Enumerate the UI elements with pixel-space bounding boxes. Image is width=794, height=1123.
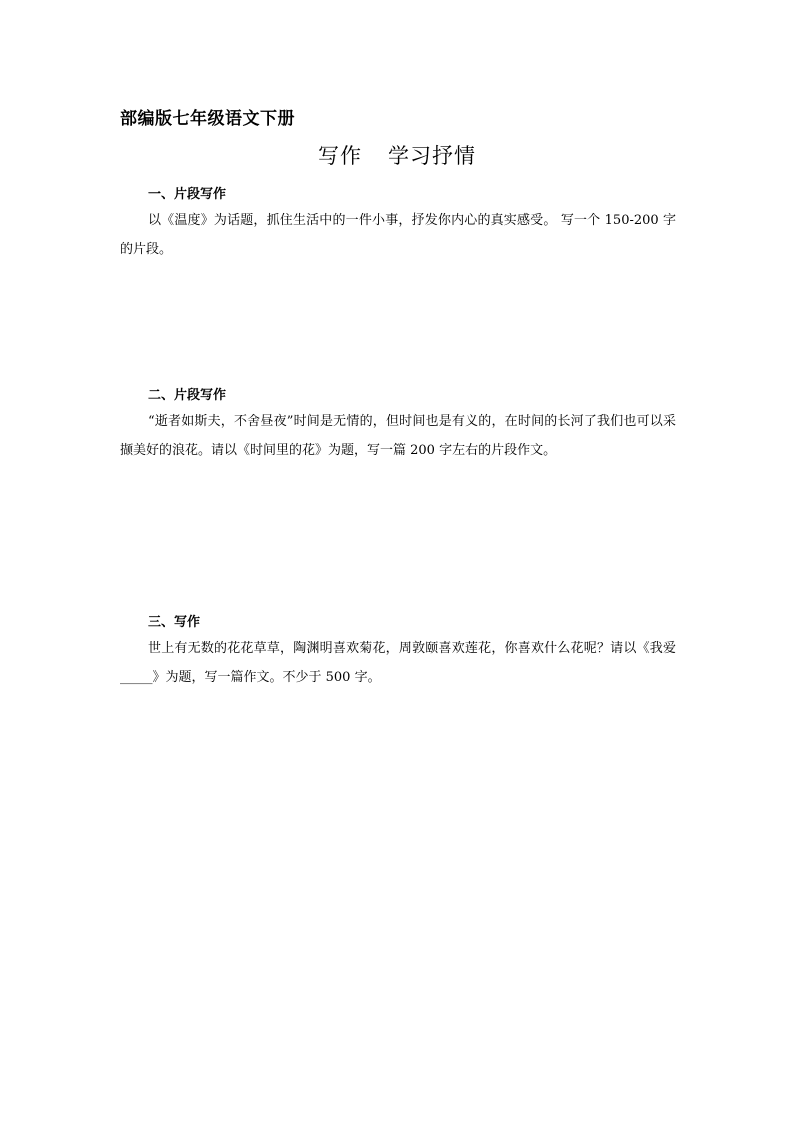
title-part-writing: 写作 [318, 144, 362, 168]
section-heading: 二、片段写作 [148, 388, 227, 403]
section-prompt: “逝者如斯夫，不舍昼夜”时间是无情的，但时间也是有义的，在时间的长河了我们也可以采撷美好的浪花。请以《时间里的花》为题，写一篇 200 字左右的片段作文。 [120, 414, 676, 458]
section-prompt: 以《温度》为话题，抓住生活中的一件小事，抒发你内心的真实感受。 写一个 150-200 字的片段。 [120, 213, 676, 257]
document-header: 部编版七年级语文下册 [120, 109, 295, 129]
section-2 [120, 385, 676, 465]
section-3 [120, 612, 676, 692]
section-1 [120, 184, 676, 264]
section-heading: 一、片段写作 [148, 187, 227, 202]
section-heading: 三、写作 [148, 615, 201, 630]
section-prompt: 世上有无数的花花草草，陶渊明喜欢菊花，周敦颐喜欢莲花，你喜欢什么花呢？请以《我爱_____》为题，写一篇作文。不少于 500 字。 [120, 641, 676, 685]
document-title [0, 140, 794, 170]
title-part-topic: 学习抒情 [388, 144, 476, 168]
